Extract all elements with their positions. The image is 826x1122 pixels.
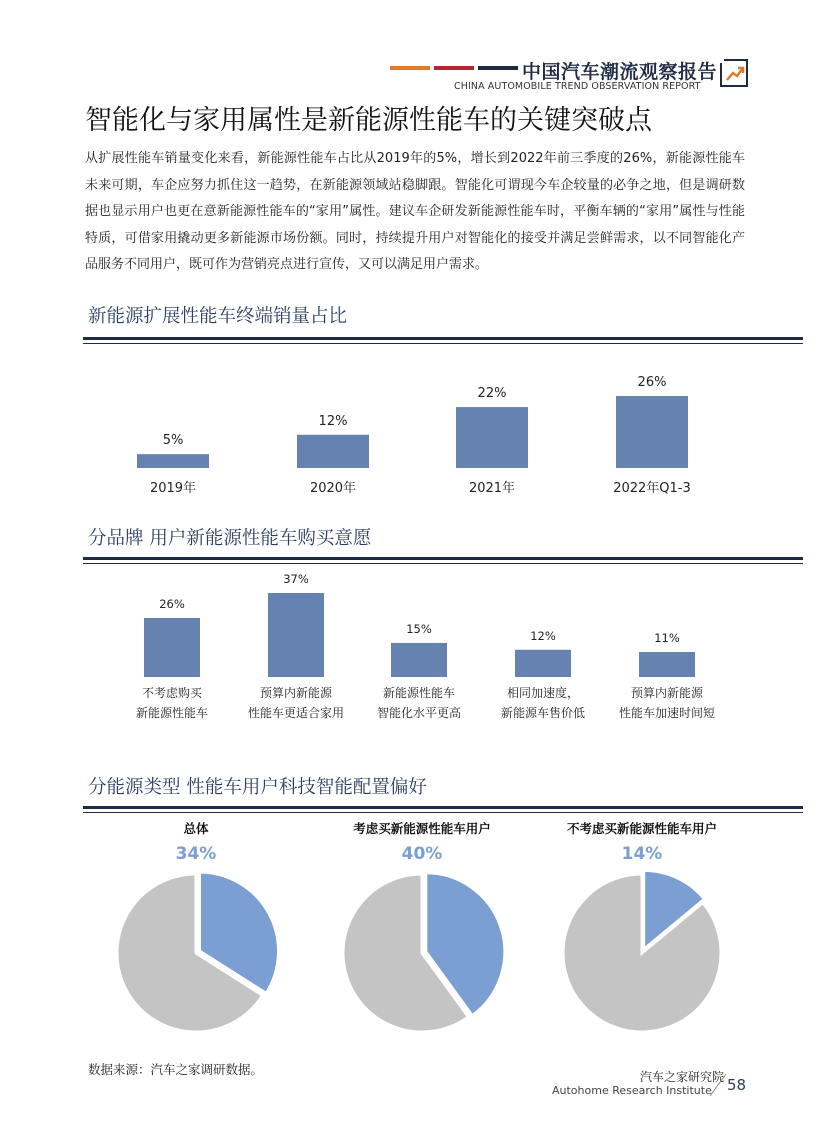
section-rule-thick — [83, 557, 803, 560]
page-number: 58 — [727, 1076, 747, 1094]
sales-share-bar-chart — [0, 350, 826, 500]
section-rule-thin — [83, 812, 803, 813]
purchase-intent-bar-chart — [0, 565, 826, 725]
category-label-line: 相同加速度， — [506, 686, 580, 700]
section-title-smart-config: 分能源类型 性能车用户科技智能配置偏好 — [88, 777, 427, 798]
category-label: 2022年Q1-3 — [613, 481, 691, 496]
report-title-cn: 中国汽车潮流观察报告 — [522, 61, 718, 83]
section-rule-thin — [83, 343, 803, 344]
category-label: 2019年 — [149, 481, 197, 496]
category-label-line: 不考虑购买 — [141, 686, 203, 700]
report-title-en: CHINA AUTOMOBILE TREND OBSERVATION REPORT — [454, 81, 701, 92]
bar-1 — [268, 593, 324, 677]
source-note: 数据来源：汽车之家调研数据。 — [88, 1062, 264, 1077]
data-label: 12% — [318, 413, 348, 429]
data-label: 12% — [530, 628, 556, 643]
section-rule-thick — [83, 806, 803, 809]
category-label-line: 预算内新能源 — [630, 686, 704, 700]
bar-4 — [639, 652, 695, 677]
page-title: 智能化与家用属性是新能源性能车的关键突破点 — [85, 105, 652, 136]
bar-3 — [515, 650, 571, 677]
section-title-sales-share: 新能源扩展性能车终端销量占比 — [88, 306, 348, 327]
bar-2 — [456, 407, 528, 468]
pie-title: 不考虑买新能源性能车用户 — [566, 821, 718, 836]
data-label: 11% — [654, 631, 680, 646]
footer-org-cn: 汽车之家研究院 — [640, 1070, 725, 1084]
category-label: 2020年 — [309, 481, 357, 496]
bar-0 — [144, 618, 200, 677]
pie-value-label: 40% — [401, 844, 443, 864]
smart-config-pie-charts — [0, 815, 826, 1040]
header-bar-red — [434, 66, 474, 70]
data-label: 5% — [162, 433, 184, 449]
section-rule-thick — [83, 337, 803, 340]
data-label: 26% — [159, 596, 185, 611]
footer-org-en: Autohome Research Institute — [552, 1084, 712, 1097]
data-label: 22% — [477, 386, 507, 402]
category-label-line: 新能源性能车 — [135, 706, 209, 720]
header-bar-orange — [390, 66, 430, 70]
category-label-line: 新能源性能车 — [382, 686, 456, 700]
category-label-line: 性能车更适合家用 — [247, 706, 345, 720]
category-label-line: 预算内新能源 — [259, 686, 333, 700]
bar-3 — [616, 396, 688, 468]
pie-title: 考虑买新能源性能车用户 — [353, 821, 491, 836]
trend-chart-icon — [718, 57, 750, 89]
section-title-purchase-intent: 分品牌 用户新能源性能车购买意愿 — [88, 528, 372, 549]
intro-paragraph: 从扩展性能车销量变化来看，新能源性能车占比从2019年的5%，增长到2022年前三季度的26%，新能源性能车未来可期，车企应努力抓住这一趋势，在新能源领域站稳脚跟。智能化可谓现今车企较量的必争之地，但是调研数据也显示用户也更在意新能源性能车的“家用”属性。建议车企研发新能源性能车时，平衡车辆的“家用”属性与性能特质，可借家用撬动更多新能源市场份额。同时，持续提升用户对智能化的接受并满足尝鲜需求，以不同智能化产品服务不同用户，既可作为营销亮点进行宣传，又可以满足用户需求。 — [85, 151, 745, 272]
category-label-line: 性能车加速时间短 — [618, 706, 716, 720]
bar-2 — [391, 643, 447, 677]
bar-0 — [137, 454, 209, 468]
pie-value-label: 34% — [175, 844, 217, 864]
pie-title: 总体 — [183, 821, 209, 836]
section-rule-thin — [83, 563, 803, 564]
category-label-line: 智能化水平更高 — [376, 706, 462, 720]
data-label: 37% — [283, 572, 309, 586]
pie-value-label: 14% — [621, 844, 663, 864]
category-label: 2021年 — [468, 481, 516, 496]
footer-divider-icon — [708, 1072, 728, 1098]
header-bar-navy — [478, 66, 518, 70]
data-label: 15% — [406, 621, 432, 636]
data-label: 26% — [637, 375, 667, 390]
bar-1 — [297, 435, 369, 468]
category-label-line: 新能源车售价低 — [500, 706, 586, 720]
